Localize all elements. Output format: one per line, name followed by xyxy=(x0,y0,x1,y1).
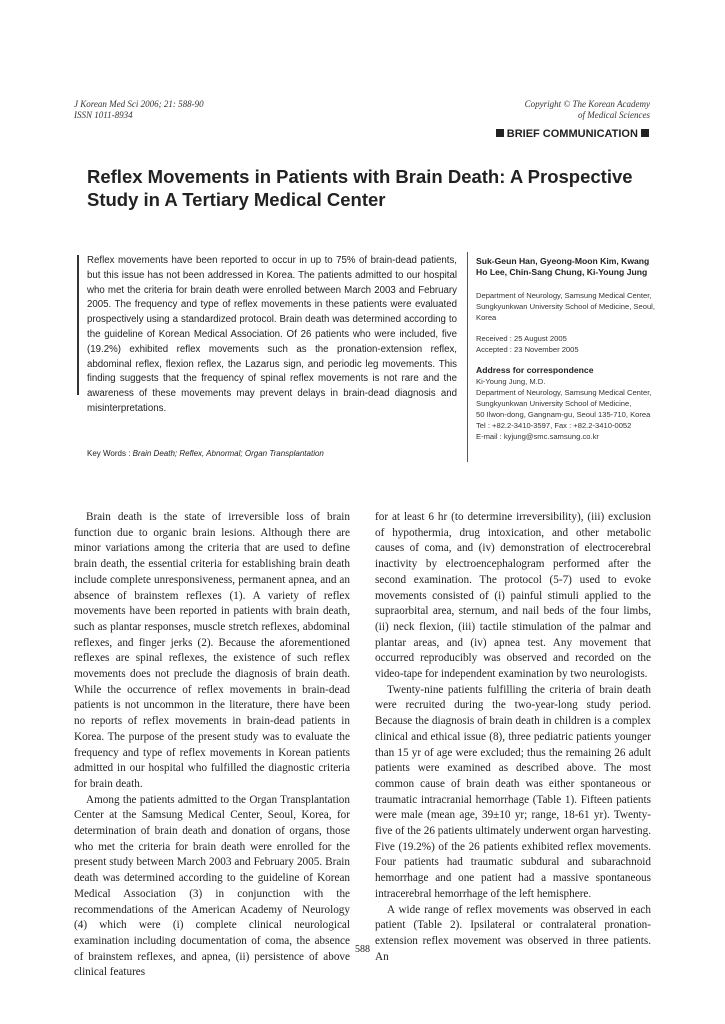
body-paragraph: Among the patients admitted to the Organ Transplantation Center at the Samsung Medical Center, Seoul, Korea, for determination of brain death and donation of organs, those who met the criteria for brain death were enrolled for the present study between March 2003 and February 2005. Brain death was determined according to the guideline of Korean Medical Association (3) in conjunction with the recommendations of the American Academy of Neurology (4) which were (i) complete clinical neurological examination including documentation of coma, the absence of brainstem reflexes, and apnea, (ii) persistence of above clinical features xyxy=(74,793,350,979)
accepted-date: : 23 November 2005 xyxy=(509,345,579,354)
keywords-label: Key Words : xyxy=(87,449,131,458)
journal-citation-line1: J Korean Med Sci 2006; 21: 588-90 xyxy=(74,99,204,109)
abstract-rule xyxy=(77,255,79,395)
body-column-right xyxy=(375,510,651,965)
dates xyxy=(476,333,656,355)
journal-issn: ISSN 1011-8934 xyxy=(74,110,133,120)
correspondence-heading: Address for correspondence xyxy=(476,365,594,375)
corr-phone: Tel : +82.2-3410-3597, Fax : +82.2-3410-0052 xyxy=(476,421,632,430)
article-title: Reflex Movements in Patients with Brain Death: A Prospective Study in A Tertiary Medical Center xyxy=(87,166,633,210)
body-paragraph: A wide range of reflex movements was observed in each patient (Table 2). Ipsilateral or contralateral pronation-extension reflex movement was observed in three patients. An xyxy=(375,903,651,963)
square-bullet-icon xyxy=(641,129,649,137)
keywords xyxy=(87,449,324,458)
body-paragraph: for at least 6 hr (to determine irreversibility), (iii) exclusion of hypothermia, drug intoxication, and other metabolic causes of coma, and (iv) demonstration of electrocerebral inactivity by electroencephalogram performed after the second examination. The protocol (5-7) used to evoke movements consisted of (i) painful stimuli applied to the supraorbital area, sternum, and nail beds of the four limbs, (ii) neck flexion, (iii) tactile stimulation of the palmar and plantar areas, and (iv) apnea test. Any movement that occurred reproducibly was observed and recorded on the video-tape for independent examination by two neurologists. xyxy=(375,511,651,681)
page-number: 588 xyxy=(355,944,370,955)
accepted xyxy=(476,344,656,355)
received xyxy=(476,333,656,344)
corr-dept: Department of Neurology, Samsung Medical Center, xyxy=(476,388,652,397)
copyright-notice xyxy=(525,99,650,121)
copyright-line2: of Medical Sciences xyxy=(578,110,650,120)
corr-email: E-mail : kyjung@smc.samsung.co.kr xyxy=(476,432,599,441)
keywords-value: Brain Death; Reflex, Abnormal; Organ Transplantation xyxy=(132,449,324,458)
corr-univ: Sungkyunkwan University School of Medicine, xyxy=(476,399,632,408)
authors-text: Suk-Geun Han, Gyeong-Moon Kim, Kwang Ho Lee, Chin-Sang Chung, Ki-Young Jung xyxy=(476,256,650,277)
abstract: Reflex movements have been reported to occur in up to 75% of brain-dead patients, but this issue has not been addressed in Korea. The patients admitted to our hospital who met the criteria for brain death were enrolled between March 2003 and February 2005. The frequency and type of reflex movements in these patients were evaluated prospectively using a standardized protocol. Brain death was determined according to the guideline of Korean Medical Association. Of 26 patients who were included, five (19.2%) exhibited reflex movements such as the pronation-extension reflex, abdominal reflex, flexion reflex, the Lazarus sign, and periodic leg movements. This finding suggests that the frequency of spinal reflex movements is not rare and the awareness of these movements may prevent delays in brain-dead diagnosis and misinterpretations. xyxy=(87,255,457,414)
journal-citation xyxy=(74,99,204,121)
copyright-line1: Copyright © The Korean Academy xyxy=(524,99,650,109)
corr-name: Ki-Young Jung, M.D. xyxy=(476,377,546,386)
correspondence xyxy=(476,365,656,442)
section-label-text: BRIEF COMMUNICATION xyxy=(506,128,638,140)
received-date: : 25 August 2005 xyxy=(509,334,567,343)
body-paragraph: Brain death is the state of irreversible loss of brain function due to organic brain lesions. Although there are minor variations among the criteria that are used to define brain death, the essential criteria for establishing brain death include complete unresponsiveness, permanent apnea, and an absence of brainstem reflexes (1). A variety of reflex movements have been reported in patients with brain death, such as plantar responses, muscle stretch reflexes, abdominal reflexes, and finger jerks (2). Because the aforementioned reflexes are spinal reflexes, the existence of such reflex movements does not preclude the diagnosis of brain death. While the occurrence of reflex movements in brain-dead patients is not uncommon in the literature, there have been no reports of reflex movements in brain-dead patients in Korea. The purpose of the present study was to evaluate the frequency and type of reflex movements in Korean patients admitted in our hospital who fulfilled the diagnostic criteria for brain death. xyxy=(74,511,350,790)
article-sidebar xyxy=(476,256,656,442)
sidebar-divider xyxy=(467,252,468,462)
accepted-label: Accepted xyxy=(476,345,508,354)
affiliation: Department of Neurology, Samsung Medical Center, Sungkyunkwan University School of Medicine, Seoul, Korea xyxy=(476,291,655,322)
received-label: Received xyxy=(476,334,508,343)
corr-address: 50 Ilwon-dong, Gangnam-gu, Seoul 135-710, Korea xyxy=(476,410,651,419)
body-column-left xyxy=(74,510,350,981)
square-bullet-icon xyxy=(496,129,504,137)
authors xyxy=(476,256,656,278)
body-paragraph: Twenty-nine patients fulfilling the criteria of brain death were recruited during the two-year-long study period. Because the diagnosis of brain death in children is a complex clinical and ethical issue (8), three pediatric patients younger than 15 yr of age were excluded; thus the remaining 26 adult patients were examined as described above. The most common cause of brain death was either spontaneous or traumatic intracranial hemorrhage (Table 1). Fifteen patients were male (mean age, 39±10 yr; range, 18-61 yr). Twenty-five of the 26 patients ultimately underwent organ harvesting. Five (19.2%) of the 26 patients exhibited reflex movements. Four patients had traumatic subdural and subarachnoid hemorrhage and one patient had a massive spontaneous intracerebral hemorrhage of the left hemisphere. xyxy=(375,683,651,900)
section-label xyxy=(496,128,649,140)
